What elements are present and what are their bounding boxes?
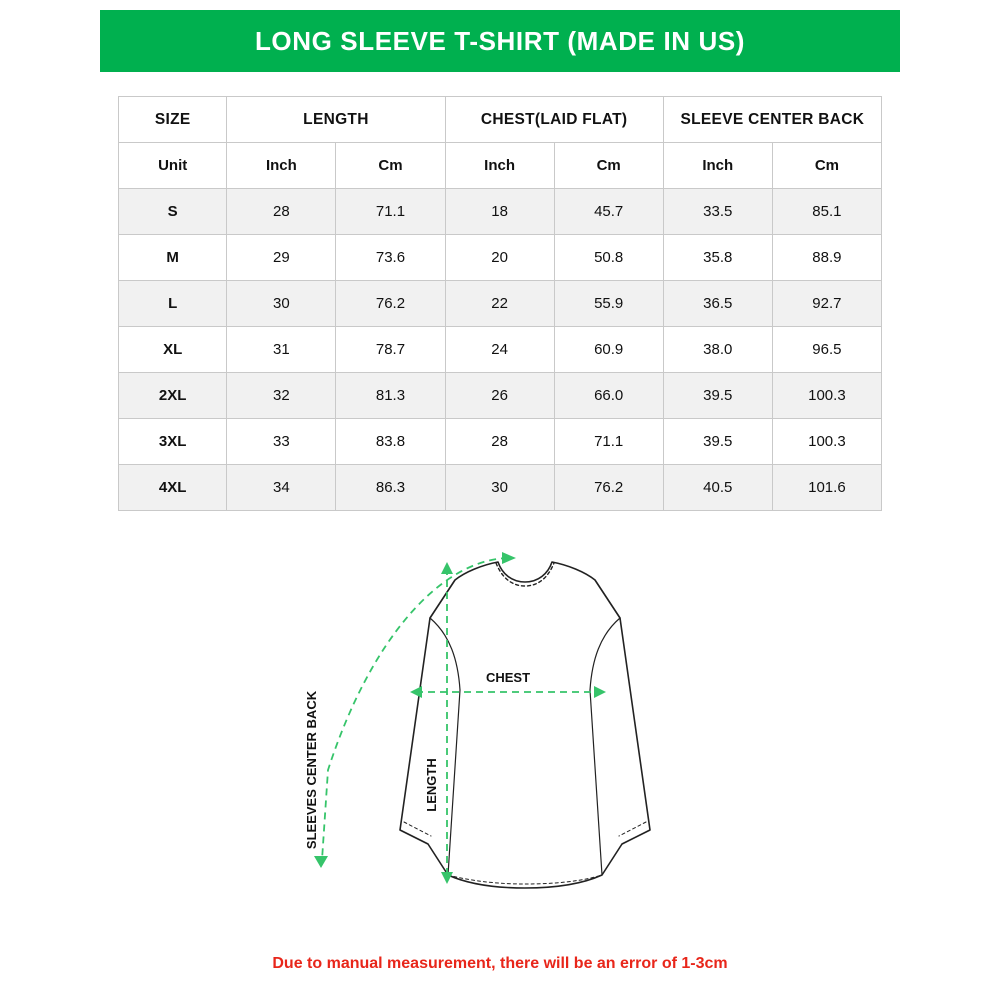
cell-sleeve-inch: 36.5 xyxy=(663,281,772,327)
row-size: L xyxy=(119,281,227,327)
table-row xyxy=(119,419,882,465)
length-arrow-bottom xyxy=(441,872,453,884)
chest-arrow-left xyxy=(410,686,422,698)
cell-sleeve-inch: 39.5 xyxy=(663,419,772,465)
cell-chest-cm: 55.9 xyxy=(554,281,663,327)
table-body xyxy=(119,143,882,511)
cell-sleeve-cm: 100.3 xyxy=(772,373,881,419)
table-row xyxy=(119,235,882,281)
table-row xyxy=(119,143,882,189)
cell-sleeve-inch: 33.5 xyxy=(663,189,772,235)
measurement-diagram xyxy=(250,530,770,920)
row-size: S xyxy=(119,189,227,235)
unit-length-inch: Inch xyxy=(227,143,336,189)
header-sleeve: SLEEVE CENTER BACK xyxy=(663,97,881,143)
header-size: SIZE xyxy=(119,97,227,143)
cell-chest-inch: 18 xyxy=(445,189,554,235)
cell-chest-cm: 60.9 xyxy=(554,327,663,373)
table-row xyxy=(119,465,882,511)
cell-length-inch: 30 xyxy=(227,281,336,327)
cell-chest-inch: 28 xyxy=(445,419,554,465)
cell-chest-inch: 20 xyxy=(445,235,554,281)
cell-length-inch: 29 xyxy=(227,235,336,281)
length-label: LENGTH xyxy=(424,758,439,812)
cell-length-cm: 71.1 xyxy=(336,189,445,235)
cell-length-cm: 78.7 xyxy=(336,327,445,373)
table-row xyxy=(119,189,882,235)
cell-sleeve-cm: 101.6 xyxy=(772,465,881,511)
unit-chest-cm: Cm xyxy=(554,143,663,189)
unit-chest-inch: Inch xyxy=(445,143,554,189)
cell-length-inch: 28 xyxy=(227,189,336,235)
unit-sleeve-inch: Inch xyxy=(663,143,772,189)
tshirt-outline-icon xyxy=(400,562,650,888)
cell-length-inch: 32 xyxy=(227,373,336,419)
table-header xyxy=(119,97,882,143)
unit-length-cm: Cm xyxy=(336,143,445,189)
cell-chest-cm: 71.1 xyxy=(554,419,663,465)
table-group-header-row xyxy=(119,97,882,143)
cell-length-cm: 73.6 xyxy=(336,235,445,281)
cell-sleeve-cm: 85.1 xyxy=(772,189,881,235)
chest-label: CHEST xyxy=(485,670,531,685)
row-size: 2XL xyxy=(119,373,227,419)
cell-sleeve-cm: 92.7 xyxy=(772,281,881,327)
table-row xyxy=(119,281,882,327)
cell-length-cm: 81.3 xyxy=(336,373,445,419)
measurement-disclaimer: Due to manual measurement, there will be an error of 1-3cm xyxy=(272,955,728,972)
cell-length-inch: 31 xyxy=(227,327,336,373)
cell-chest-cm: 50.8 xyxy=(554,235,663,281)
cell-length-inch: 33 xyxy=(227,419,336,465)
cell-chest-cm: 45.7 xyxy=(554,189,663,235)
sleeve-arrow-top xyxy=(502,552,516,564)
cell-length-inch: 34 xyxy=(227,465,336,511)
size-chart-table xyxy=(118,96,882,511)
unit-sleeve-cm: Cm xyxy=(772,143,881,189)
cell-length-cm: 76.2 xyxy=(336,281,445,327)
header-chest: CHEST(LAID FLAT) xyxy=(445,97,663,143)
row-size: M xyxy=(119,235,227,281)
size-chart-table-container xyxy=(118,96,882,511)
row-size: 4XL xyxy=(119,465,227,511)
length-arrow-top xyxy=(441,562,453,574)
cell-length-cm: 83.8 xyxy=(336,419,445,465)
header-banner xyxy=(100,10,900,72)
row-size: 3XL xyxy=(119,419,227,465)
unit-label: Unit xyxy=(119,143,227,189)
cell-sleeve-inch: 35.8 xyxy=(663,235,772,281)
cell-chest-inch: 24 xyxy=(445,327,554,373)
table-row xyxy=(119,373,882,419)
cell-length-cm: 86.3 xyxy=(336,465,445,511)
cell-sleeve-inch: 39.5 xyxy=(663,373,772,419)
cell-chest-cm: 76.2 xyxy=(554,465,663,511)
cell-sleeve-inch: 38.0 xyxy=(663,327,772,373)
sleeve-label: SLEEVES CENTER BACK xyxy=(304,690,319,850)
cell-chest-inch: 22 xyxy=(445,281,554,327)
table-row xyxy=(119,327,882,373)
cell-sleeve-cm: 100.3 xyxy=(772,419,881,465)
cell-sleeve-cm: 88.9 xyxy=(772,235,881,281)
cell-chest-inch: 30 xyxy=(445,465,554,511)
page-title: LONG SLEEVE T-SHIRT (MADE IN US) xyxy=(254,25,746,56)
cell-sleeve-cm: 96.5 xyxy=(772,327,881,373)
cell-sleeve-inch: 40.5 xyxy=(663,465,772,511)
cell-chest-inch: 26 xyxy=(445,373,554,419)
cell-chest-cm: 66.0 xyxy=(554,373,663,419)
row-size: XL xyxy=(119,327,227,373)
header-length: LENGTH xyxy=(227,97,445,143)
sleeve-arrow-bottom xyxy=(314,856,328,868)
